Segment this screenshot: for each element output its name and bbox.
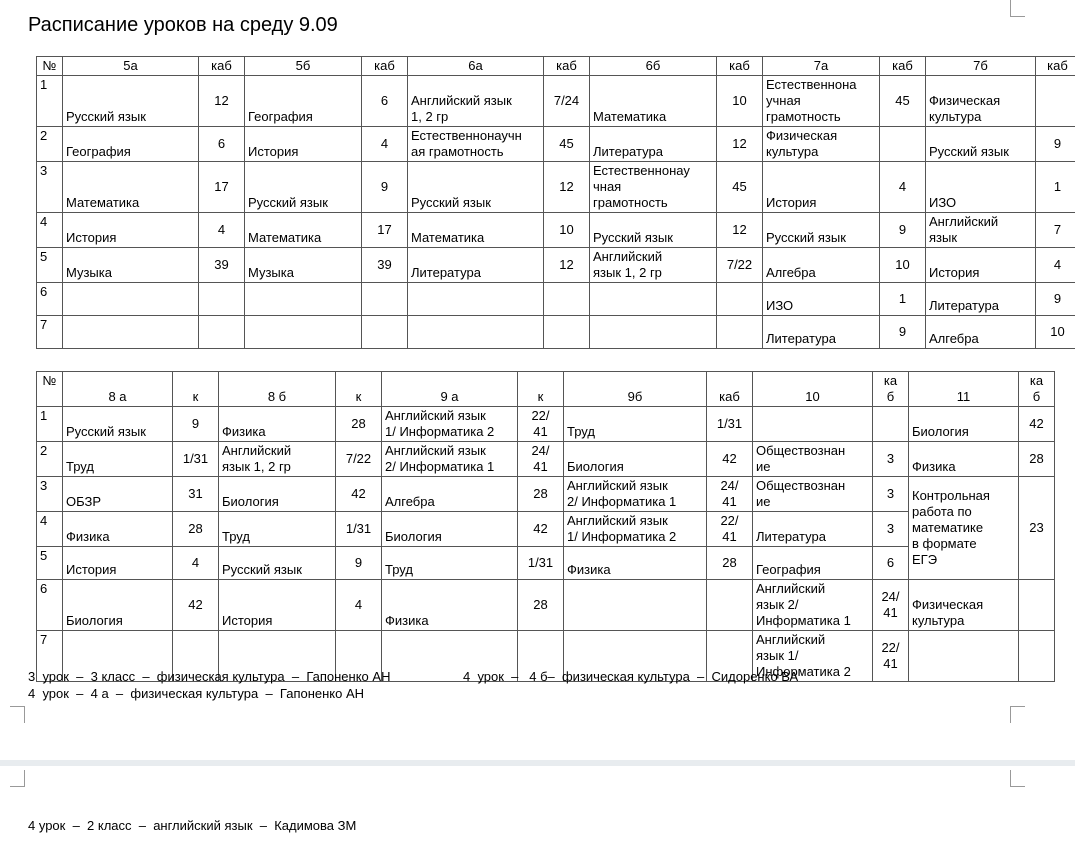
page-corner-mark bbox=[10, 770, 25, 787]
subject-cell: Труд bbox=[219, 512, 336, 547]
room-cell: 12 bbox=[544, 162, 590, 213]
room-cell: 9 bbox=[1036, 283, 1075, 316]
room-cell: 10 bbox=[1036, 316, 1075, 349]
column-header: каб bbox=[362, 57, 408, 76]
room-cell bbox=[199, 316, 245, 349]
table-row bbox=[37, 512, 1055, 547]
page-corner-mark bbox=[1010, 706, 1025, 723]
column-header: каб bbox=[1036, 57, 1075, 76]
room-cell: 42 bbox=[1019, 407, 1055, 442]
room-cell: 4 bbox=[362, 127, 408, 162]
room-cell: 28 bbox=[336, 407, 382, 442]
subject-cell: Английский язык 1/ Информатика 2 bbox=[753, 631, 873, 682]
column-header: 11 bbox=[909, 372, 1019, 407]
room-cell: 1 bbox=[880, 283, 926, 316]
room-cell: 24/ 41 bbox=[707, 477, 753, 512]
subject-cell: Английский язык 2/ Информатика 1 bbox=[564, 477, 707, 512]
room-cell: 4 bbox=[880, 162, 926, 213]
room-cell: 1/31 bbox=[336, 512, 382, 547]
subject-cell: Алгебра bbox=[763, 248, 880, 283]
room-cell: 12 bbox=[717, 127, 763, 162]
column-header: 9б bbox=[564, 372, 707, 407]
room-cell: 6 bbox=[199, 127, 245, 162]
room-cell: 9 bbox=[173, 407, 219, 442]
column-header: к bbox=[173, 372, 219, 407]
header-number: № bbox=[37, 372, 63, 407]
lesson-number: 6 bbox=[37, 283, 63, 316]
column-header: 7б bbox=[926, 57, 1036, 76]
room-cell: 28 bbox=[1019, 442, 1055, 477]
subject-cell: Физическая культура bbox=[763, 127, 880, 162]
subject-cell: Литература bbox=[408, 248, 544, 283]
page-separator bbox=[0, 760, 1075, 766]
subject-cell: Русский язык bbox=[63, 407, 173, 442]
subject-cell: Естественнона учная грамотность bbox=[763, 76, 880, 127]
room-cell: 4 bbox=[173, 547, 219, 580]
subject-cell: Физическая культура bbox=[926, 76, 1036, 127]
subject-cell: Русский язык bbox=[408, 162, 544, 213]
room-cell: 42 bbox=[173, 580, 219, 631]
table-row bbox=[37, 213, 1075, 248]
note-line: 3 урок – 3 класс – физическая культура – Гапоненко АН bbox=[28, 669, 391, 684]
room-cell bbox=[1019, 631, 1055, 682]
subject-cell: Русский язык bbox=[763, 213, 880, 248]
room-cell: 6 bbox=[873, 547, 909, 580]
subject-cell: Алгебра bbox=[926, 316, 1036, 349]
subject-cell bbox=[753, 407, 873, 442]
column-header: 8 б bbox=[219, 372, 336, 407]
room-cell: 28 bbox=[707, 547, 753, 580]
room-cell: 3 bbox=[873, 512, 909, 547]
subject-cell: Обществознан ие bbox=[753, 477, 873, 512]
note-line: 4 урок – 4 б– физическая культура – Сидоренко ВА bbox=[463, 669, 799, 684]
column-header: каб bbox=[544, 57, 590, 76]
lesson-number: 2 bbox=[37, 127, 63, 162]
subject-cell: Физика bbox=[382, 580, 518, 631]
lesson-number: 1 bbox=[37, 76, 63, 127]
subject-cell: Естественнонаучн ая грамотность bbox=[408, 127, 544, 162]
subject-cell: Физика bbox=[909, 442, 1019, 477]
note-line: 4 урок – 2 класс – английский язык – Кадимова ЗМ bbox=[28, 818, 357, 833]
subject-cell: Физика bbox=[564, 547, 707, 580]
lesson-number: 1 bbox=[37, 407, 63, 442]
table-row bbox=[37, 248, 1075, 283]
room-cell: 10 bbox=[544, 213, 590, 248]
subject-cell: Математика bbox=[63, 162, 199, 213]
subject-cell bbox=[408, 316, 544, 349]
room-cell: 45 bbox=[544, 127, 590, 162]
lesson-number: 7 bbox=[37, 631, 63, 682]
table-row bbox=[37, 316, 1075, 349]
room-cell bbox=[544, 283, 590, 316]
header-number: № bbox=[37, 57, 63, 76]
subject-cell: Математика bbox=[408, 213, 544, 248]
room-cell bbox=[1036, 76, 1075, 127]
subject-cell: Английский язык 1, 2 гр bbox=[590, 248, 717, 283]
subject-cell: География bbox=[63, 127, 199, 162]
room-cell: 12 bbox=[717, 213, 763, 248]
subject-cell: Английский язык 2/ Информатика 1 bbox=[753, 580, 873, 631]
subject-cell: Труд bbox=[382, 547, 518, 580]
room-cell: 9 bbox=[362, 162, 408, 213]
room-cell: 6 bbox=[362, 76, 408, 127]
subject-cell: Английский язык 1/ Информатика 2 bbox=[564, 512, 707, 547]
table-row bbox=[37, 407, 1055, 442]
table-row bbox=[37, 442, 1055, 477]
subject-cell: Биология bbox=[382, 512, 518, 547]
lesson-number: 4 bbox=[37, 213, 63, 248]
room-cell: 45 bbox=[717, 162, 763, 213]
column-header: каб bbox=[717, 57, 763, 76]
page-title: Расписание уроков на среду 9.09 bbox=[28, 14, 338, 36]
column-header: каб bbox=[199, 57, 245, 76]
schedule-table-1 bbox=[36, 56, 1075, 349]
subject-cell: Естественнонау чная грамотность bbox=[590, 162, 717, 213]
room-cell: 31 bbox=[173, 477, 219, 512]
note-line: 4 урок – 4 а – физическая культура – Гапоненко АН bbox=[28, 686, 365, 701]
room-cell: 28 bbox=[518, 580, 564, 631]
table-row bbox=[37, 283, 1075, 316]
subject-cell: Математика bbox=[590, 76, 717, 127]
subject-cell: Труд bbox=[63, 442, 173, 477]
subject-cell: Английский язык 1/ Информатика 2 bbox=[382, 407, 518, 442]
room-cell: 7 bbox=[1036, 213, 1075, 248]
subject-cell: История bbox=[926, 248, 1036, 283]
room-cell bbox=[873, 407, 909, 442]
room-cell bbox=[707, 580, 753, 631]
room-cell: 9 bbox=[1036, 127, 1075, 162]
column-header: 5б bbox=[245, 57, 362, 76]
room-cell: 9 bbox=[336, 547, 382, 580]
subject-cell bbox=[408, 283, 544, 316]
subject-cell: Английский язык bbox=[926, 213, 1036, 248]
subject-cell bbox=[63, 283, 199, 316]
room-cell: 39 bbox=[362, 248, 408, 283]
subject-cell: Английский язык 1, 2 гр bbox=[408, 76, 544, 127]
lesson-number: 2 bbox=[37, 442, 63, 477]
subject-cell: Русский язык bbox=[245, 162, 362, 213]
subject-cell: Биология bbox=[564, 442, 707, 477]
table-row bbox=[37, 127, 1075, 162]
room-cell: 10 bbox=[717, 76, 763, 127]
room-cell bbox=[199, 283, 245, 316]
room-cell: 9 bbox=[880, 213, 926, 248]
subject-cell bbox=[245, 283, 362, 316]
subject-cell: Русский язык bbox=[219, 547, 336, 580]
room-cell bbox=[717, 316, 763, 349]
subject-cell: ИЗО bbox=[763, 283, 880, 316]
column-header: 6а bbox=[408, 57, 544, 76]
room-cell: 4 bbox=[336, 580, 382, 631]
lesson-number: 6 bbox=[37, 580, 63, 631]
room-cell bbox=[880, 127, 926, 162]
room-cell: 28 bbox=[173, 512, 219, 547]
column-header: 6б bbox=[590, 57, 717, 76]
subject-cell: Обществознан ие bbox=[753, 442, 873, 477]
lesson-number: 3 bbox=[37, 162, 63, 213]
room-cell: 1/31 bbox=[173, 442, 219, 477]
room-cell: 4 bbox=[1036, 248, 1075, 283]
subject-cell: История bbox=[763, 162, 880, 213]
room-cell: 12 bbox=[544, 248, 590, 283]
subject-cell: ИЗО bbox=[926, 162, 1036, 213]
subject-cell: Музыка bbox=[245, 248, 362, 283]
column-header: ка б bbox=[873, 372, 909, 407]
subject-cell: Биология bbox=[219, 477, 336, 512]
room-cell: 7/22 bbox=[717, 248, 763, 283]
table-row bbox=[37, 547, 1055, 580]
subject-cell: Математика bbox=[245, 213, 362, 248]
room-cell: 42 bbox=[707, 442, 753, 477]
column-header: 10 bbox=[753, 372, 873, 407]
subject-cell: Музыка bbox=[63, 248, 199, 283]
room-cell: 39 bbox=[199, 248, 245, 283]
room-cell bbox=[717, 283, 763, 316]
subject-cell: История bbox=[63, 547, 173, 580]
subject-cell: Контрольная работа по математике в формате ЕГЭ bbox=[909, 477, 1019, 580]
room-cell bbox=[362, 283, 408, 316]
subject-cell: Английский язык 1, 2 гр bbox=[219, 442, 336, 477]
room-cell: 22/ 41 bbox=[518, 407, 564, 442]
subject-cell: География bbox=[245, 76, 362, 127]
room-cell: 22/ 41 bbox=[707, 512, 753, 547]
lesson-number: 7 bbox=[37, 316, 63, 349]
subject-cell: Русский язык bbox=[926, 127, 1036, 162]
page-corner-mark bbox=[10, 706, 25, 723]
room-cell: 24/ 41 bbox=[873, 580, 909, 631]
room-cell: 1/31 bbox=[707, 407, 753, 442]
column-header: ка б bbox=[1019, 372, 1055, 407]
room-cell bbox=[1019, 580, 1055, 631]
subject-cell: Литература bbox=[926, 283, 1036, 316]
subject-cell bbox=[245, 316, 362, 349]
room-cell: 1/31 bbox=[518, 547, 564, 580]
room-cell: 12 bbox=[199, 76, 245, 127]
subject-cell: ОБЗР bbox=[63, 477, 173, 512]
subject-cell: Литература bbox=[590, 127, 717, 162]
lesson-number: 5 bbox=[37, 547, 63, 580]
room-cell: 3 bbox=[873, 477, 909, 512]
table-row bbox=[37, 162, 1075, 213]
subject-cell bbox=[63, 316, 199, 349]
lesson-number: 5 bbox=[37, 248, 63, 283]
page-corner-mark bbox=[1010, 0, 1025, 17]
room-cell: 24/ 41 bbox=[518, 442, 564, 477]
room-cell: 3 bbox=[873, 442, 909, 477]
subject-cell bbox=[590, 283, 717, 316]
column-header: 7а bbox=[763, 57, 880, 76]
page-corner-mark bbox=[1010, 770, 1025, 787]
room-cell: 4 bbox=[199, 213, 245, 248]
column-header: к bbox=[336, 372, 382, 407]
table-row bbox=[37, 477, 1055, 512]
subject-cell: Биология bbox=[909, 407, 1019, 442]
room-cell bbox=[544, 316, 590, 349]
table-row bbox=[37, 76, 1075, 127]
subject-cell bbox=[564, 580, 707, 631]
room-cell: 42 bbox=[518, 512, 564, 547]
room-cell: 45 bbox=[880, 76, 926, 127]
table-row bbox=[37, 580, 1055, 631]
subject-cell: Труд bbox=[564, 407, 707, 442]
column-header: 8 а bbox=[63, 372, 173, 407]
subject-cell: История bbox=[63, 213, 199, 248]
column-header: 9 а bbox=[382, 372, 518, 407]
subject-cell: История bbox=[219, 580, 336, 631]
room-cell: 9 bbox=[880, 316, 926, 349]
room-cell: 17 bbox=[362, 213, 408, 248]
subject-cell: Биология bbox=[63, 580, 173, 631]
column-header: 5а bbox=[63, 57, 199, 76]
room-cell: 42 bbox=[336, 477, 382, 512]
subject-cell: История bbox=[245, 127, 362, 162]
room-cell: 28 bbox=[518, 477, 564, 512]
room-cell: 17 bbox=[199, 162, 245, 213]
subject-cell bbox=[590, 316, 717, 349]
lesson-number: 3 bbox=[37, 477, 63, 512]
room-cell: 7/24 bbox=[544, 76, 590, 127]
schedule-table-2 bbox=[36, 371, 1055, 682]
subject-cell: Физика bbox=[63, 512, 173, 547]
subject-cell: Литература bbox=[763, 316, 880, 349]
room-cell: 7/22 bbox=[336, 442, 382, 477]
column-header: каб bbox=[880, 57, 926, 76]
subject-cell: Русский язык bbox=[63, 76, 199, 127]
room-cell bbox=[362, 316, 408, 349]
lesson-number: 4 bbox=[37, 512, 63, 547]
column-header: к bbox=[518, 372, 564, 407]
subject-cell bbox=[909, 631, 1019, 682]
column-header: каб bbox=[707, 372, 753, 407]
subject-cell: Алгебра bbox=[382, 477, 518, 512]
room-cell: 22/ 41 bbox=[873, 631, 909, 682]
room-cell: 1 bbox=[1036, 162, 1075, 213]
subject-cell: Литература bbox=[753, 512, 873, 547]
room-cell: 23 bbox=[1019, 477, 1055, 580]
subject-cell: Физическая культура bbox=[909, 580, 1019, 631]
subject-cell: География bbox=[753, 547, 873, 580]
subject-cell: Английский язык 2/ Информатика 1 bbox=[382, 442, 518, 477]
room-cell: 10 bbox=[880, 248, 926, 283]
subject-cell: Русский язык bbox=[590, 213, 717, 248]
subject-cell: Физика bbox=[219, 407, 336, 442]
